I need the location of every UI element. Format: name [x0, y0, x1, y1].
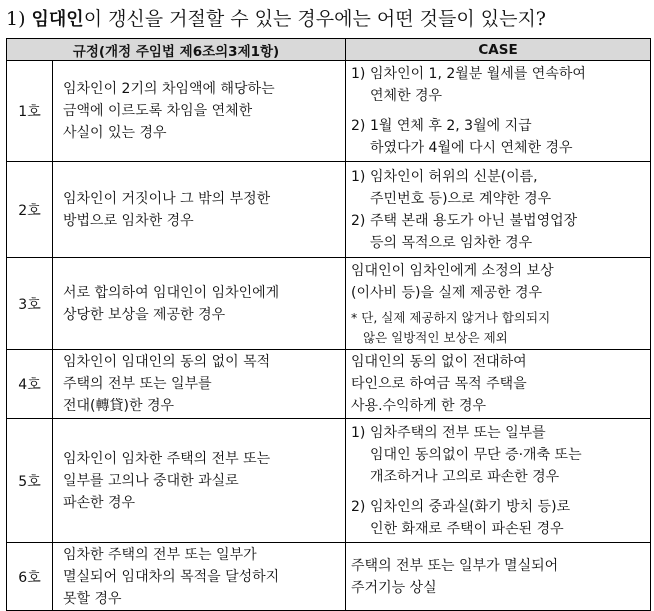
rule-number: 1호: [7, 61, 53, 162]
rule-text: 임차한 주택의 전부 또는 일부가 멸실되어 임대차의 목적을 달성하지 못할 경우: [53, 543, 346, 611]
rule-number: 4호: [7, 350, 53, 419]
rule-text: 서로 합의하여 임대인이 임차인에게 상당한 보상을 제공한 경우: [53, 258, 346, 350]
case-text: 임대인이 임차인에게 소정의 보상: [351, 262, 554, 279]
table-row: [7, 162, 651, 258]
rule-text: 임차인이 거짓이나 그 밖의 부정한 방법으로 임차한 경우: [53, 162, 346, 258]
rule-number: 3호: [7, 258, 53, 350]
case-item: 2) 주택 본래 용도가 아닌 불법영업장 등의 목적으로 임차한 경우: [351, 212, 578, 251]
case-cell: [346, 162, 651, 258]
table-row: [7, 419, 651, 543]
table-header-row: [7, 39, 651, 61]
rule-text: 임차인이 2기의 차임액에 해당하는 금액에 이르도록 차임을 연체한 사실이 있는 경우: [53, 61, 346, 162]
case-item: 1) 임차인이 허위의 신분(이름, 주민번호 등)으로 계약한 경우: [351, 168, 552, 207]
case-item: 1) 임차주택의 전부 또는 일부를 임대인 동의없이 무단 증·개축 또는 개조하거나 고의로 파손한 경우: [351, 424, 582, 485]
table-row: [7, 543, 651, 611]
rule-number: 5호: [7, 419, 53, 543]
case-item: 2) 1월 연체 후 2, 3월에 지급 하였다가 4월에 다시 연체한 경우: [351, 118, 573, 156]
rules-table: [6, 38, 651, 611]
table-row: [7, 350, 651, 419]
table-row: [7, 61, 651, 162]
case-cell: [346, 258, 651, 350]
table-row: [7, 258, 651, 350]
case-cell: [346, 61, 651, 162]
case-item: 2) 임차인의 중과실(화기 방치 등)로 인한 화재로 주택이 파손된 경우: [351, 498, 571, 537]
case-cell: 임대인의 동의 없이 전대하여 타인으로 하여금 목적 주택을 사용.수익하게 한 경우: [346, 350, 651, 419]
rule-number: 2호: [7, 162, 53, 258]
case-cell: [346, 419, 651, 543]
header-case: CASE: [346, 39, 651, 61]
title-highlight: 임대인: [31, 9, 84, 30]
page-title: [6, 2, 546, 36]
case-cell: 주택의 전부 또는 일부가 멸실되어 주거기능 상실: [346, 543, 651, 611]
rule-number: 6호: [7, 543, 53, 611]
header-rule: 규정(개정 주임법 제6조의3제1항): [7, 39, 346, 61]
case-note: * 단, 실제 제공하지 않거나 합의되지 않은 일방적인 보상은 제외: [351, 309, 551, 345]
rule-text: 임차인이 임차한 주택의 전부 또는 일부를 고의나 중대한 과실로 파손한 경우: [53, 419, 346, 543]
case-text: (이사비 등)을 실제 제공한 경우: [351, 284, 543, 301]
title-text: 이 갱신을 거절할 수 있는 경우에는 어떤 것들이 있는지?: [83, 8, 546, 30]
title-number: 1): [6, 8, 26, 30]
case-item: 1) 임차인이 1, 2월분 월세를 연속하여 연체한 경우: [351, 66, 586, 104]
rule-text: 임차인이 임대인의 동의 없이 목적 주택의 전부 또는 일부를 전대(轉貸)한 경우: [53, 350, 346, 419]
